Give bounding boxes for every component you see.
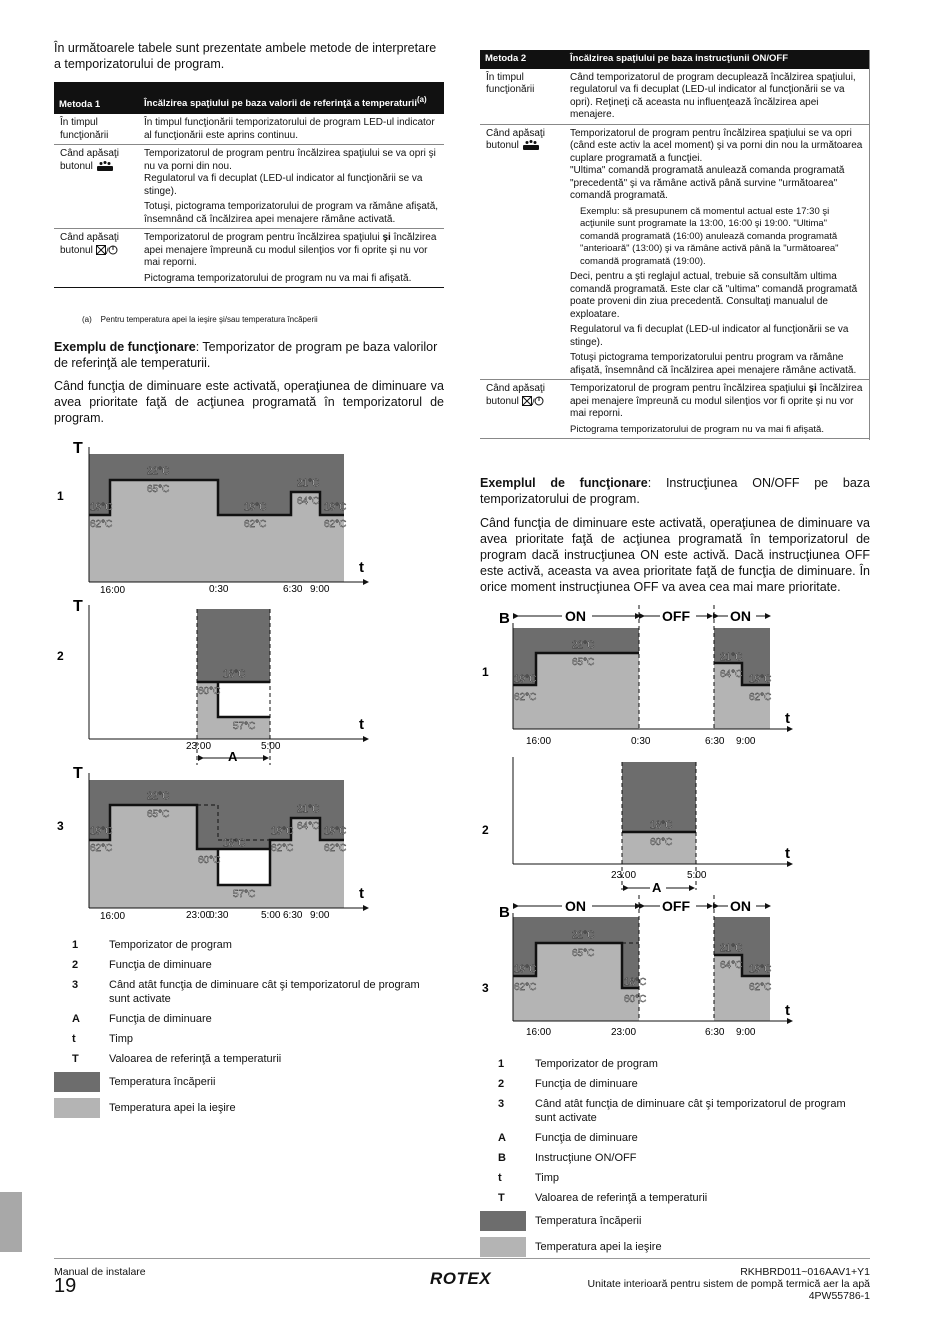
legend-key: T: [72, 1053, 79, 1065]
on-label: ON: [565, 898, 586, 914]
time-label: 6:30: [283, 910, 303, 921]
legend-item: [480, 1191, 870, 1205]
time-label: 0:30: [631, 736, 651, 747]
temp-label: 22°C: [147, 466, 170, 477]
legend-key: 1: [72, 939, 79, 951]
time-label: 5:00: [261, 741, 281, 752]
off-label: OFF: [662, 898, 690, 914]
legend-item: [480, 1077, 870, 1091]
row-value-text: încălzirea apei menajere împreună cu modul silenţios vor fi oprite şi nu vor mai reporni.: [570, 383, 863, 419]
temp-label: 62°C: [749, 692, 772, 703]
chart-dimming: [57, 598, 366, 765]
temp-label: 62°C: [324, 843, 347, 854]
temp-label: 62°C: [90, 843, 113, 854]
right-legend: [480, 1057, 870, 1263]
on-label: ON: [565, 608, 586, 624]
legend-value: Timp: [535, 1172, 560, 1184]
time-label: 9:00: [310, 584, 330, 595]
legend-swatch-row: [480, 1211, 870, 1231]
row-value-text: Temporizatorul de program pentru încălzirea spaţiului: [144, 232, 380, 243]
legend-swatch-row: [480, 1237, 870, 1257]
temp-label: 62°C: [324, 519, 347, 530]
temp-label: 22°C: [572, 640, 595, 651]
time-label: 16:00: [100, 911, 126, 922]
page-footer: [54, 1258, 870, 1319]
chart-number: 3: [482, 981, 489, 995]
time-label: 5:00: [687, 870, 707, 881]
on-label: ON: [730, 898, 751, 914]
legend-value: Când atât funcţia de diminuare cât şi temporizatorul de program sunt activate: [535, 1098, 846, 1124]
row-label-text: Când apăsaţi butonul: [486, 127, 545, 151]
water-temp-swatch: [54, 1098, 100, 1118]
legend-value: Temperatura apei la ieşire: [535, 1241, 662, 1253]
left-legend: [54, 938, 444, 1124]
temp-label: 62°C: [90, 519, 113, 530]
row-value-text: Deci, pentru a şti reglajul actual, trebuie să consultăm ultima comandă programată. Este clar că "ultima" comandă programată poate proveni din ziua precedentă. Consultaţi manualul de exploatare.: [570, 271, 858, 320]
temp-label: 19°C: [244, 502, 267, 513]
legend-key: t: [498, 1172, 502, 1184]
time-label: 16:00: [100, 585, 126, 596]
example-text: : Instrucţiunea ON/OFF pe baza temporizatorului de program.: [480, 476, 870, 506]
example-text: Exemplu: să presupunem că momentul actual este 17:30 şi acţiunile sunt programate la 13:00, 16:00 şi 19:00. "Ultima" comandă programată (16:00) anulează comanda programată "anterioară" (13:00) şi va rămâne activă până la "următoarea" comandă programată (19:00).: [580, 205, 839, 267]
legend-value: Valoarea de referinţă a temperaturii: [109, 1053, 282, 1065]
temp-label: 19°C: [90, 502, 113, 513]
row-value-bold: şi: [808, 383, 817, 394]
axis-t: t: [359, 716, 364, 733]
chart-number: 1: [57, 489, 64, 503]
axis-t: t: [359, 885, 364, 902]
legend-key: 3: [72, 979, 79, 991]
legend-value: Funcţia de diminuare: [109, 959, 212, 971]
legend-key: T: [498, 1192, 505, 1204]
row-value-text: Totuşi, pictograma temporizatorului de program va rămâne afişată, însemnând că încălzirea apei menajere rămâne activată.: [144, 201, 439, 225]
legend-value: Funcţia de diminuare: [109, 1013, 212, 1025]
row-value-text: Regulatorul va fi decuplat (LED-ul indicator al funcţionării se va stinge).: [570, 324, 849, 348]
legend-value: Funcţia de diminuare: [535, 1078, 638, 1090]
chart-dimming: [482, 757, 790, 895]
page-number: 19: [54, 1275, 77, 1297]
svg-text:/: /: [531, 396, 535, 406]
axis-T: T: [73, 765, 83, 782]
dimming-paragraph: Când funcţia de diminuare este activată, operaţiunea de diminuare va avea prioritate faţă de acţiunea programată în temporizatorul de program dacă instrucţiunea ON este activă. Dacă instrucţiunea OFF este activă, aceasta va avea prioritate faţă de funcţia de diminuare. În orice moment instrucţiunea OFF va avea cea mai mare prioritate.: [480, 516, 870, 594]
room-temp-swatch: [480, 1211, 526, 1231]
footnote-label: (a): [82, 315, 92, 324]
axis-B: B: [499, 610, 510, 627]
method1-header-desc-text: Încălzirea spaţiului pe baza valorii de referinţă a temperaturii: [144, 98, 417, 110]
row-value: [565, 124, 870, 380]
temp-label: 62°C: [749, 982, 772, 993]
dimming-paragraph: Când funcţia de diminuare este activată, operaţiunea de diminuare va avea prioritate faţă de acţiunea programată în temporizatorul de program.: [54, 379, 444, 425]
legend-value: Temperatura apei la ieşire: [109, 1102, 236, 1114]
time-label: 23:00: [611, 1027, 637, 1038]
row-label: În timpul funcţionării: [60, 117, 109, 141]
time-label: 0:30: [209, 910, 229, 921]
legend-value: Valoarea de referinţă a temperaturii: [535, 1192, 708, 1204]
chart-number: 2: [57, 649, 64, 663]
temp-label: 65°C: [572, 657, 595, 668]
time-label: 9:00: [736, 1027, 756, 1038]
temp-label: 19°C: [90, 826, 113, 837]
axis-B: B: [499, 904, 510, 921]
row-value-text: Regulatorul va fi decuplat (LED-ul indicator al funcţionării se va stinge).: [144, 173, 423, 197]
legend-item: [480, 1057, 870, 1071]
axis-t: t: [785, 710, 790, 727]
row-value-text: Temporizatorul de program pentru încălzirea spaţiului: [570, 383, 806, 394]
method2-table: [480, 50, 870, 440]
legend-item: [480, 1171, 870, 1185]
time-label: 5:00: [261, 910, 281, 921]
row-value: [139, 229, 444, 288]
legend-value: Instrucţiune ON/OFF: [535, 1152, 637, 1164]
chart-combined-onoff: [482, 895, 790, 1038]
legend-value: Temporizator de program: [109, 939, 232, 951]
axis-T: T: [73, 598, 83, 615]
legend-item: [480, 1097, 870, 1125]
legend-item: [54, 1032, 444, 1046]
row-label: [54, 229, 139, 288]
temp-label: 19°C: [514, 964, 537, 975]
temp-label: 19°C: [514, 674, 537, 685]
legend-key: B: [498, 1152, 506, 1164]
row-label: [480, 124, 565, 380]
sleep-button-icon: [522, 140, 540, 150]
method2-header-desc: Încălzirea spaţiului pe baza instrucţiunii ON/OFF: [565, 50, 870, 69]
axis-t: t: [785, 845, 790, 862]
legend-value: Temperatura încăperii: [535, 1215, 642, 1227]
row-value: [139, 145, 444, 229]
row-label-text: Când apăsaţi butonul: [60, 232, 119, 256]
temp-label: 62°C: [514, 982, 537, 993]
time-label: 9:00: [310, 910, 330, 921]
temp-label: 64°C: [720, 960, 743, 971]
chart-combined: [57, 765, 366, 922]
left-timing-charts: [54, 435, 454, 930]
model-code: RKHBRD011~016AAV1+Y1: [740, 1266, 870, 1278]
legend-swatch-row: [54, 1098, 444, 1118]
row-value-bold: şi: [382, 232, 391, 243]
right-timing-charts: [480, 605, 880, 1050]
example-title: Exemplu de funcţionare: [54, 340, 196, 354]
footnote: [82, 315, 442, 324]
time-label: 23:00: [186, 741, 212, 752]
temp-label: 22°C: [572, 930, 595, 941]
time-label: 6:30: [705, 1027, 725, 1038]
row-label-text: Când apăsaţi butonul: [60, 148, 119, 172]
temp-label: 60°C: [198, 855, 221, 866]
axis-t: t: [785, 1002, 790, 1019]
temp-label: 65°C: [147, 809, 170, 820]
temp-label: 64°C: [297, 496, 320, 507]
method1-header-desc: [139, 82, 444, 114]
temp-label: 18°C: [650, 820, 673, 831]
legend-key: 2: [498, 1078, 505, 1090]
legend-item: [54, 978, 444, 1006]
power-button-icon: [522, 396, 544, 406]
doc-code: 4PW55786-1: [808, 1290, 870, 1302]
footnote-text: Pentru temperatura apei la ieşire şi/sau temperatura încăperii: [100, 315, 318, 324]
power-button-icon: [96, 245, 118, 255]
row-label: [54, 145, 139, 229]
dimming-label: A: [652, 880, 662, 895]
footnote-ref: (a): [416, 95, 427, 105]
time-label: 23:00: [611, 870, 637, 881]
manual-title: Manual de instalare: [54, 1266, 146, 1278]
axis-T: T: [73, 440, 83, 457]
legend-item: [54, 1012, 444, 1026]
row-value-text: "Ultima" comandă programată anulează comanda programată "precedentă" şi va rămâne activă până survine "următoarea" comandă programată.: [570, 165, 845, 201]
row-value-text: Pictograma temporizatorului de program nu va mai fi afişată.: [144, 272, 412, 284]
temp-label: 19°C: [324, 826, 347, 837]
row-value: [565, 380, 870, 439]
row-value-text: Temporizatorul de program pentru încălzirea spaţiului se va opri şi nu va porni din nou.: [144, 148, 436, 172]
temp-label: 19°C: [749, 964, 772, 975]
row-value: Când temporizatorul de program decuplează încălzirea spaţiului, regulatorul va fi decuplat (LED-ul indicator al funcţionării se va opri). Reţineţi că aceasta nu influenţează încălzirea apei menajere.: [570, 71, 856, 120]
unit-description: Unitate interioară pentru sistem de pompă termică aer la apă: [587, 1278, 870, 1290]
temp-label: 60°C: [650, 837, 673, 848]
time-label: 6:30: [705, 736, 725, 747]
intro-text: În următoarele tabele sunt prezentate ambele metode de interpretare a temporizatorului de program.: [54, 41, 437, 71]
legend-key: t: [72, 1033, 76, 1045]
legend-item: [480, 1131, 870, 1145]
time-label: 6:30: [283, 584, 303, 595]
temp-label: 57°C: [233, 721, 256, 732]
legend-value: Când atât funcţia de diminuare cât şi temporizatorul de program sunt activate: [109, 979, 420, 1005]
side-tab: [0, 1192, 22, 1252]
temp-label: 22°C: [147, 791, 170, 802]
example-paragraph: [54, 339, 444, 371]
temp-label: 19°C: [271, 826, 294, 837]
example-title: Exemplul de funcţionare: [480, 476, 648, 490]
row-label: În timpul funcţionării: [486, 71, 535, 95]
temp-label: 62°C: [514, 692, 537, 703]
legend-item: [54, 1052, 444, 1066]
chart-number: 1: [482, 665, 489, 679]
method1-table: [54, 82, 444, 289]
example-text: : Temporizator de program pe baza valorilor de referinţă ale temperaturii.: [54, 340, 438, 370]
chart-timer-onoff: [482, 605, 790, 747]
off-label: OFF: [662, 608, 690, 624]
temp-label: 64°C: [297, 821, 320, 832]
legend-item: [480, 1151, 870, 1165]
room-temp-swatch: [54, 1072, 100, 1092]
svg-text:/: /: [105, 245, 109, 255]
legend-value: Temperatura încăperii: [109, 1076, 216, 1088]
row-value-text: Pictograma temporizatorului de program nu va mai fi afişată.: [570, 423, 824, 435]
temp-label: 62°C: [271, 843, 294, 854]
temp-label: 64°C: [720, 669, 743, 680]
legend-value: Temporizator de program: [535, 1058, 658, 1070]
temp-label: 21°C: [720, 943, 743, 954]
temp-label: 19°C: [324, 502, 347, 513]
method1-header: Metoda 1: [54, 82, 139, 114]
time-label: 23:00: [186, 910, 212, 921]
chart-number: 3: [57, 819, 64, 833]
on-label: ON: [730, 608, 751, 624]
time-label: 16:00: [526, 1027, 552, 1038]
time-label: 16:00: [526, 736, 552, 747]
legend-swatch-row: [54, 1072, 444, 1092]
temp-label: 18°C: [223, 669, 246, 680]
temp-label: 19°C: [749, 674, 772, 685]
row-value-text: încălzirea apei menajere împreună cu modul silenţios vor fi oprite şi nu vor mai reporni.: [144, 232, 437, 268]
temp-label: 21°C: [720, 652, 743, 663]
footer-info: [588, 1266, 870, 1302]
row-value-text: Totuşi pictograma temporizatorului pentru program va rămâne afişată, însemnând că încălzirea apei menajere rămâne activată.: [570, 352, 857, 376]
time-label: 9:00: [736, 736, 756, 747]
temp-label: 21°C: [297, 804, 320, 815]
temp-label: 57°C: [233, 889, 256, 900]
temp-label: 60°C: [624, 994, 647, 1005]
legend-value: Timp: [109, 1033, 134, 1045]
sleep-button-icon: [96, 161, 114, 171]
legend-key: 3: [498, 1098, 505, 1110]
legend-item: [54, 958, 444, 972]
legend-key: 2: [72, 959, 79, 971]
legend-key: 1: [498, 1058, 505, 1070]
method2-header: Metoda 2: [480, 50, 565, 69]
water-temp-swatch: [480, 1237, 526, 1257]
legend-key: A: [498, 1132, 506, 1144]
legend-item: [54, 938, 444, 952]
temp-label: 62°C: [244, 519, 267, 530]
dimming-label: A: [228, 749, 238, 764]
time-label: 0:30: [209, 584, 229, 595]
chart-timer: [57, 440, 366, 596]
row-value: În timpul funcţionării temporizatorului de program LED-ul indicator al funcţionării este aprins continuu.: [144, 117, 435, 141]
brand-logo: ROTEX: [430, 1269, 492, 1288]
chart-number: 2: [482, 823, 489, 837]
axis-t: t: [359, 559, 364, 576]
temp-label: 65°C: [147, 484, 170, 495]
row-value-text: Temporizatorul de program pentru încălzirea spaţiului se va opri (când este activ la acel moment) şi va porni din nou la următoarea cuplare programată a funcţiei.: [570, 127, 863, 164]
row-label: [480, 380, 565, 439]
temp-label: 21°C: [297, 478, 320, 489]
temp-label: 18°C: [223, 838, 246, 849]
example-paragraph: [480, 475, 870, 507]
legend-key: A: [72, 1013, 80, 1025]
legend-value: Funcţia de diminuare: [535, 1132, 638, 1144]
temp-label: 18°C: [624, 977, 647, 988]
row-label-text: Când apăsaţi butonul: [486, 383, 545, 407]
temp-label: 60°C: [198, 686, 221, 697]
temp-label: 65°C: [572, 948, 595, 959]
